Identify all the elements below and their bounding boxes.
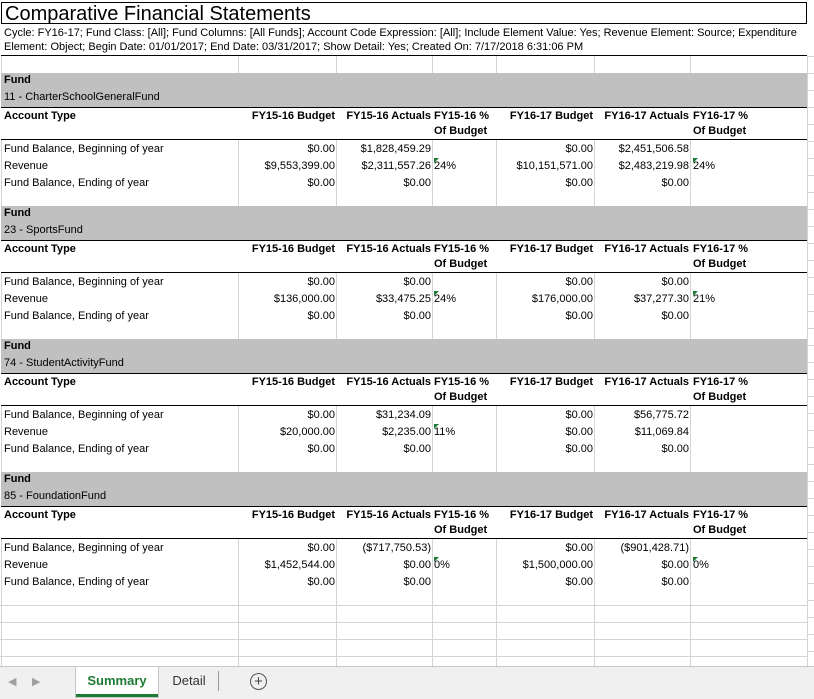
fy1617-actuals-cell: $0.00 (661, 443, 689, 455)
table-row[interactable] (1, 158, 807, 175)
fy1617-actuals-cell: $2,483,219.98 (618, 160, 689, 172)
fund-name: 74 - StudentActivityFund (4, 357, 124, 369)
gridline-horizontal (807, 124, 814, 125)
fy1617-actuals-cell: $37,277.30 (633, 293, 689, 305)
gridline-horizontal (807, 413, 814, 414)
fund-block (1, 472, 807, 605)
column-header: FY15-16 Actuals (346, 509, 431, 521)
fy1516-pct-cell: 11% (434, 426, 456, 438)
fy1516-budget-cell: $1,452,544.00 (264, 559, 335, 571)
report-description-line-2: Element: Object; Begin Date: 01/01/2017; End Date: 03/31/2017; Show Detail: Yes; Created On: 7/17/2018 6:31:06 PM (4, 41, 584, 53)
gridline-horizontal (807, 498, 814, 499)
fy1617-budget-cell: $0.00 (565, 542, 593, 554)
fy1617-budget-cell: $176,000.00 (531, 293, 593, 305)
error-indicator-icon (693, 291, 698, 296)
column-header: FY16-17 Actuals (604, 376, 689, 388)
fy1617-actuals-cell: $0.00 (661, 177, 689, 189)
column-header-pct: FY15-16 % (434, 110, 490, 122)
error-indicator-icon (434, 424, 439, 429)
fy1516-budget-cell: $0.00 (307, 310, 335, 322)
column-header: FY15-16 Actuals (346, 110, 431, 122)
table-row[interactable] (1, 274, 807, 291)
report-description[interactable] (1, 25, 807, 56)
fy1516-actuals-cell: $0.00 (403, 177, 431, 189)
table-row[interactable] (1, 424, 807, 441)
scroll-right-icon[interactable]: ▶ (32, 676, 41, 688)
fy1516-budget-cell: $0.00 (307, 409, 335, 421)
fund-name: 23 - SportsFund (4, 224, 83, 236)
fy1516-budget-cell: $0.00 (307, 177, 335, 189)
gridline-horizontal (807, 311, 814, 312)
column-header-pct: FY16-17 % (693, 243, 749, 255)
fy1516-actuals-cell: $0.00 (403, 443, 431, 455)
account-type-cell: Revenue (4, 426, 49, 438)
fy1617-budget-cell: $0.00 (565, 426, 593, 438)
fy1516-budget-cell: $0.00 (307, 576, 335, 588)
column-header-row[interactable] (1, 107, 807, 140)
gridline-horizontal (807, 277, 814, 278)
column-header: FY16-17 Budget (509, 243, 593, 255)
fy1516-budget-cell: $0.00 (307, 276, 335, 288)
gridline-horizontal (807, 209, 814, 210)
fy1617-budget-cell: $0.00 (565, 409, 593, 421)
fy1617-actuals-cell: $11,069.84 (634, 426, 689, 438)
gridline-horizontal (0, 605, 807, 606)
fy1617-actuals-cell: $0.00 (661, 576, 689, 588)
column-header-pct: FY16-17 % (693, 110, 749, 122)
table-row[interactable] (1, 574, 807, 591)
column-header-pct-sub: Of Budget (434, 125, 488, 137)
account-type-header: Account Type (4, 110, 76, 122)
column-header-pct-sub: Of Budget (693, 524, 747, 536)
gridline-horizontal (0, 622, 807, 623)
table-row[interactable] (1, 407, 807, 424)
gridline-horizontal (807, 379, 814, 380)
gridline-horizontal (807, 107, 814, 108)
gridline-horizontal (0, 639, 807, 640)
column-header: FY16-17 Budget (509, 509, 593, 521)
account-type-cell: Fund Balance, Beginning of year (4, 409, 164, 421)
column-header-pct-sub: Of Budget (434, 391, 488, 403)
gridline-horizontal (807, 396, 814, 397)
gridline-horizontal (807, 175, 814, 176)
fy1516-actuals-cell: $0.00 (403, 310, 431, 322)
fund-label: Fund (4, 473, 31, 485)
fy1617-budget-cell: $0.00 (565, 276, 593, 288)
column-header-pct-sub: Of Budget (434, 258, 488, 270)
column-header-row[interactable] (1, 506, 807, 539)
fy1617-pct-cell: 0% (693, 559, 709, 571)
account-type-cell: Fund Balance, Ending of year (4, 576, 149, 588)
gridline-horizontal (807, 651, 814, 652)
plus-circle-icon[interactable]: + (250, 673, 267, 690)
gridline-horizontal (807, 158, 814, 159)
fy1617-actuals-cell: $0.00 (661, 310, 689, 322)
error-indicator-icon (434, 291, 439, 296)
fy1516-actuals-cell: $33,475.25 (375, 293, 431, 305)
table-row[interactable] (1, 540, 807, 557)
fund-block (1, 206, 807, 339)
gridline-horizontal (807, 464, 814, 465)
column-header-row[interactable] (1, 240, 807, 273)
account-type-cell: Fund Balance, Ending of year (4, 177, 149, 189)
account-type-header: Account Type (4, 509, 76, 521)
column-header: FY15-16 Actuals (346, 376, 431, 388)
account-type-cell: Revenue (4, 160, 49, 172)
gridline-horizontal (807, 260, 814, 261)
gridline-horizontal (0, 56, 807, 57)
fy1516-actuals-cell: $1,828,459.29 (360, 143, 431, 155)
gridline-horizontal (807, 634, 814, 635)
table-row[interactable] (1, 291, 807, 308)
fy1617-budget-cell: $0.00 (565, 576, 593, 588)
gridline-horizontal (807, 600, 814, 601)
fy1617-budget-cell: $0.00 (565, 443, 593, 455)
gridline-horizontal (807, 447, 814, 448)
column-header: FY16-17 Budget (509, 376, 593, 388)
fy1617-actuals-cell: ($901,428.71) (620, 542, 689, 554)
table-row[interactable] (1, 441, 807, 458)
account-type-cell: Fund Balance, Ending of year (4, 310, 149, 322)
table-row[interactable] (1, 308, 807, 325)
fy1516-budget-cell: $9,553,399.00 (264, 160, 335, 172)
fy1516-actuals-cell: $2,311,557.26 (361, 160, 431, 172)
account-type-header: Account Type (4, 243, 76, 255)
fund-name: 85 - FoundationFund (4, 490, 107, 502)
fy1516-actuals-cell: $2,235.00 (382, 426, 431, 438)
tab-summary[interactable]: Summary (76, 667, 158, 697)
fy1617-budget-cell: $10,151,571.00 (516, 160, 593, 172)
fund-block (1, 73, 807, 206)
account-type-cell: Fund Balance, Ending of year (4, 443, 149, 455)
fy1617-pct-cell: 21% (693, 293, 716, 305)
tab-divider (218, 671, 219, 691)
fy1516-actuals-cell: ($717,750.53) (362, 542, 431, 554)
gridline-horizontal (807, 141, 814, 142)
fy1516-actuals-cell: $0.00 (403, 276, 431, 288)
fy1516-actuals-cell: $0.00 (403, 559, 431, 571)
column-header: FY15-16 Actuals (346, 243, 431, 255)
scroll-left-icon[interactable]: ◀ (8, 676, 17, 688)
fy1516-pct-cell: 24% (434, 293, 457, 305)
column-header-pct: FY15-16 % (434, 243, 490, 255)
gridline-vertical (807, 56, 808, 666)
column-header: FY16-17 Budget (509, 110, 593, 122)
gridline-horizontal (807, 532, 814, 533)
column-header-pct-sub: Of Budget (693, 391, 747, 403)
gridline-horizontal (807, 549, 814, 550)
column-header-pct: FY16-17 % (693, 509, 749, 521)
gridline-horizontal (807, 226, 814, 227)
gridline-horizontal (0, 656, 807, 657)
fund-header[interactable] (1, 472, 807, 506)
error-indicator-icon (434, 158, 439, 163)
report-title[interactable]: Comparative Financial Statements (1, 2, 807, 24)
fund-header[interactable] (1, 339, 807, 373)
fy1617-budget-cell: $0.00 (565, 310, 593, 322)
fy1617-actuals-cell: $0.00 (661, 559, 689, 571)
column-header: FY16-17 Actuals (604, 110, 689, 122)
column-header-pct-sub: Of Budget (693, 258, 747, 270)
gridline-horizontal (807, 294, 814, 295)
column-header: FY15-16 Budget (251, 243, 335, 255)
column-header: FY15-16 Budget (251, 376, 335, 388)
table-row[interactable] (1, 141, 807, 158)
gridline-horizontal (0, 617, 807, 618)
table-row[interactable] (1, 557, 807, 574)
error-indicator-icon (693, 557, 698, 562)
gridline-horizontal (807, 362, 814, 363)
column-header-pct-sub: Of Budget (434, 524, 488, 536)
fund-name: 11 - CharterSchoolGeneralFund (4, 91, 160, 103)
column-header-pct: FY16-17 % (693, 376, 749, 388)
gridline-horizontal (807, 243, 814, 244)
gridline-horizontal (807, 515, 814, 516)
fund-header[interactable] (1, 206, 807, 240)
column-header: FY16-17 Actuals (604, 509, 689, 521)
column-header: FY16-17 Actuals (604, 243, 689, 255)
gridline-horizontal (807, 583, 814, 584)
account-type-cell: Fund Balance, Beginning of year (4, 542, 164, 554)
fy1516-pct-cell: 0% (434, 559, 450, 571)
account-type-cell: Revenue (4, 293, 49, 305)
fy1617-actuals-cell: $56,775.72 (633, 409, 689, 421)
fy1516-budget-cell: $20,000.00 (279, 426, 335, 438)
fund-header[interactable] (1, 73, 807, 107)
gridline-horizontal (807, 430, 814, 431)
gridline-horizontal (807, 56, 814, 57)
fy1516-actuals-cell: $31,234.09 (375, 409, 431, 421)
fy1516-budget-cell: $0.00 (307, 143, 335, 155)
gridline-horizontal (807, 328, 814, 329)
column-header: FY15-16 Budget (251, 509, 335, 521)
fund-label: Fund (4, 340, 31, 352)
gridline-horizontal (807, 73, 814, 74)
gridline-horizontal (0, 634, 807, 635)
account-type-cell: Fund Balance, Beginning of year (4, 276, 164, 288)
fund-label: Fund (4, 74, 31, 86)
fy1516-pct-cell: 24% (434, 160, 457, 172)
error-indicator-icon (693, 158, 698, 163)
sheet-tab-bar (0, 666, 814, 699)
column-header-pct: FY15-16 % (434, 376, 490, 388)
fy1617-budget-cell: $1,500,000.00 (522, 559, 593, 571)
fy1617-actuals-cell: $0.00 (661, 276, 689, 288)
fy1516-budget-cell: $0.00 (307, 443, 335, 455)
fy1516-actuals-cell: $0.00 (403, 576, 431, 588)
tab-detail[interactable]: Detail (172, 673, 206, 688)
gridline-horizontal (807, 481, 814, 482)
account-type-cell: Revenue (4, 559, 49, 571)
gridline-horizontal (807, 345, 814, 346)
report-description-line-1: Cycle: FY16-17; Fund Class: [All]; Fund Columns: [All Funds]; Account Code Expression: [All]; Include Element Value: Yes; Revenue Element: Source; Expenditure (4, 27, 797, 39)
fy1516-budget-cell: $136,000.00 (273, 293, 335, 305)
column-header-pct: FY15-16 % (434, 509, 490, 521)
fy1516-budget-cell: $0.00 (307, 542, 335, 554)
account-type-cell: Fund Balance, Beginning of year (4, 143, 164, 155)
gridline-horizontal (0, 651, 807, 652)
gridline-horizontal (807, 192, 814, 193)
fy1617-budget-cell: $0.00 (565, 177, 593, 189)
fy1617-budget-cell: $0.00 (565, 143, 593, 155)
column-header-row[interactable] (1, 373, 807, 406)
account-type-header: Account Type (4, 376, 76, 388)
table-row[interactable] (1, 175, 807, 192)
column-header-pct-sub: Of Budget (693, 125, 747, 137)
gridline-horizontal (807, 566, 814, 567)
fy1617-pct-cell: 24% (693, 160, 716, 172)
fund-block (1, 339, 807, 472)
gridline-horizontal (807, 90, 814, 91)
column-header: FY15-16 Budget (251, 110, 335, 122)
error-indicator-icon (434, 557, 439, 562)
fund-label: Fund (4, 207, 31, 219)
gridline-horizontal (807, 617, 814, 618)
fy1617-actuals-cell: $2,451,506.58 (618, 143, 689, 155)
